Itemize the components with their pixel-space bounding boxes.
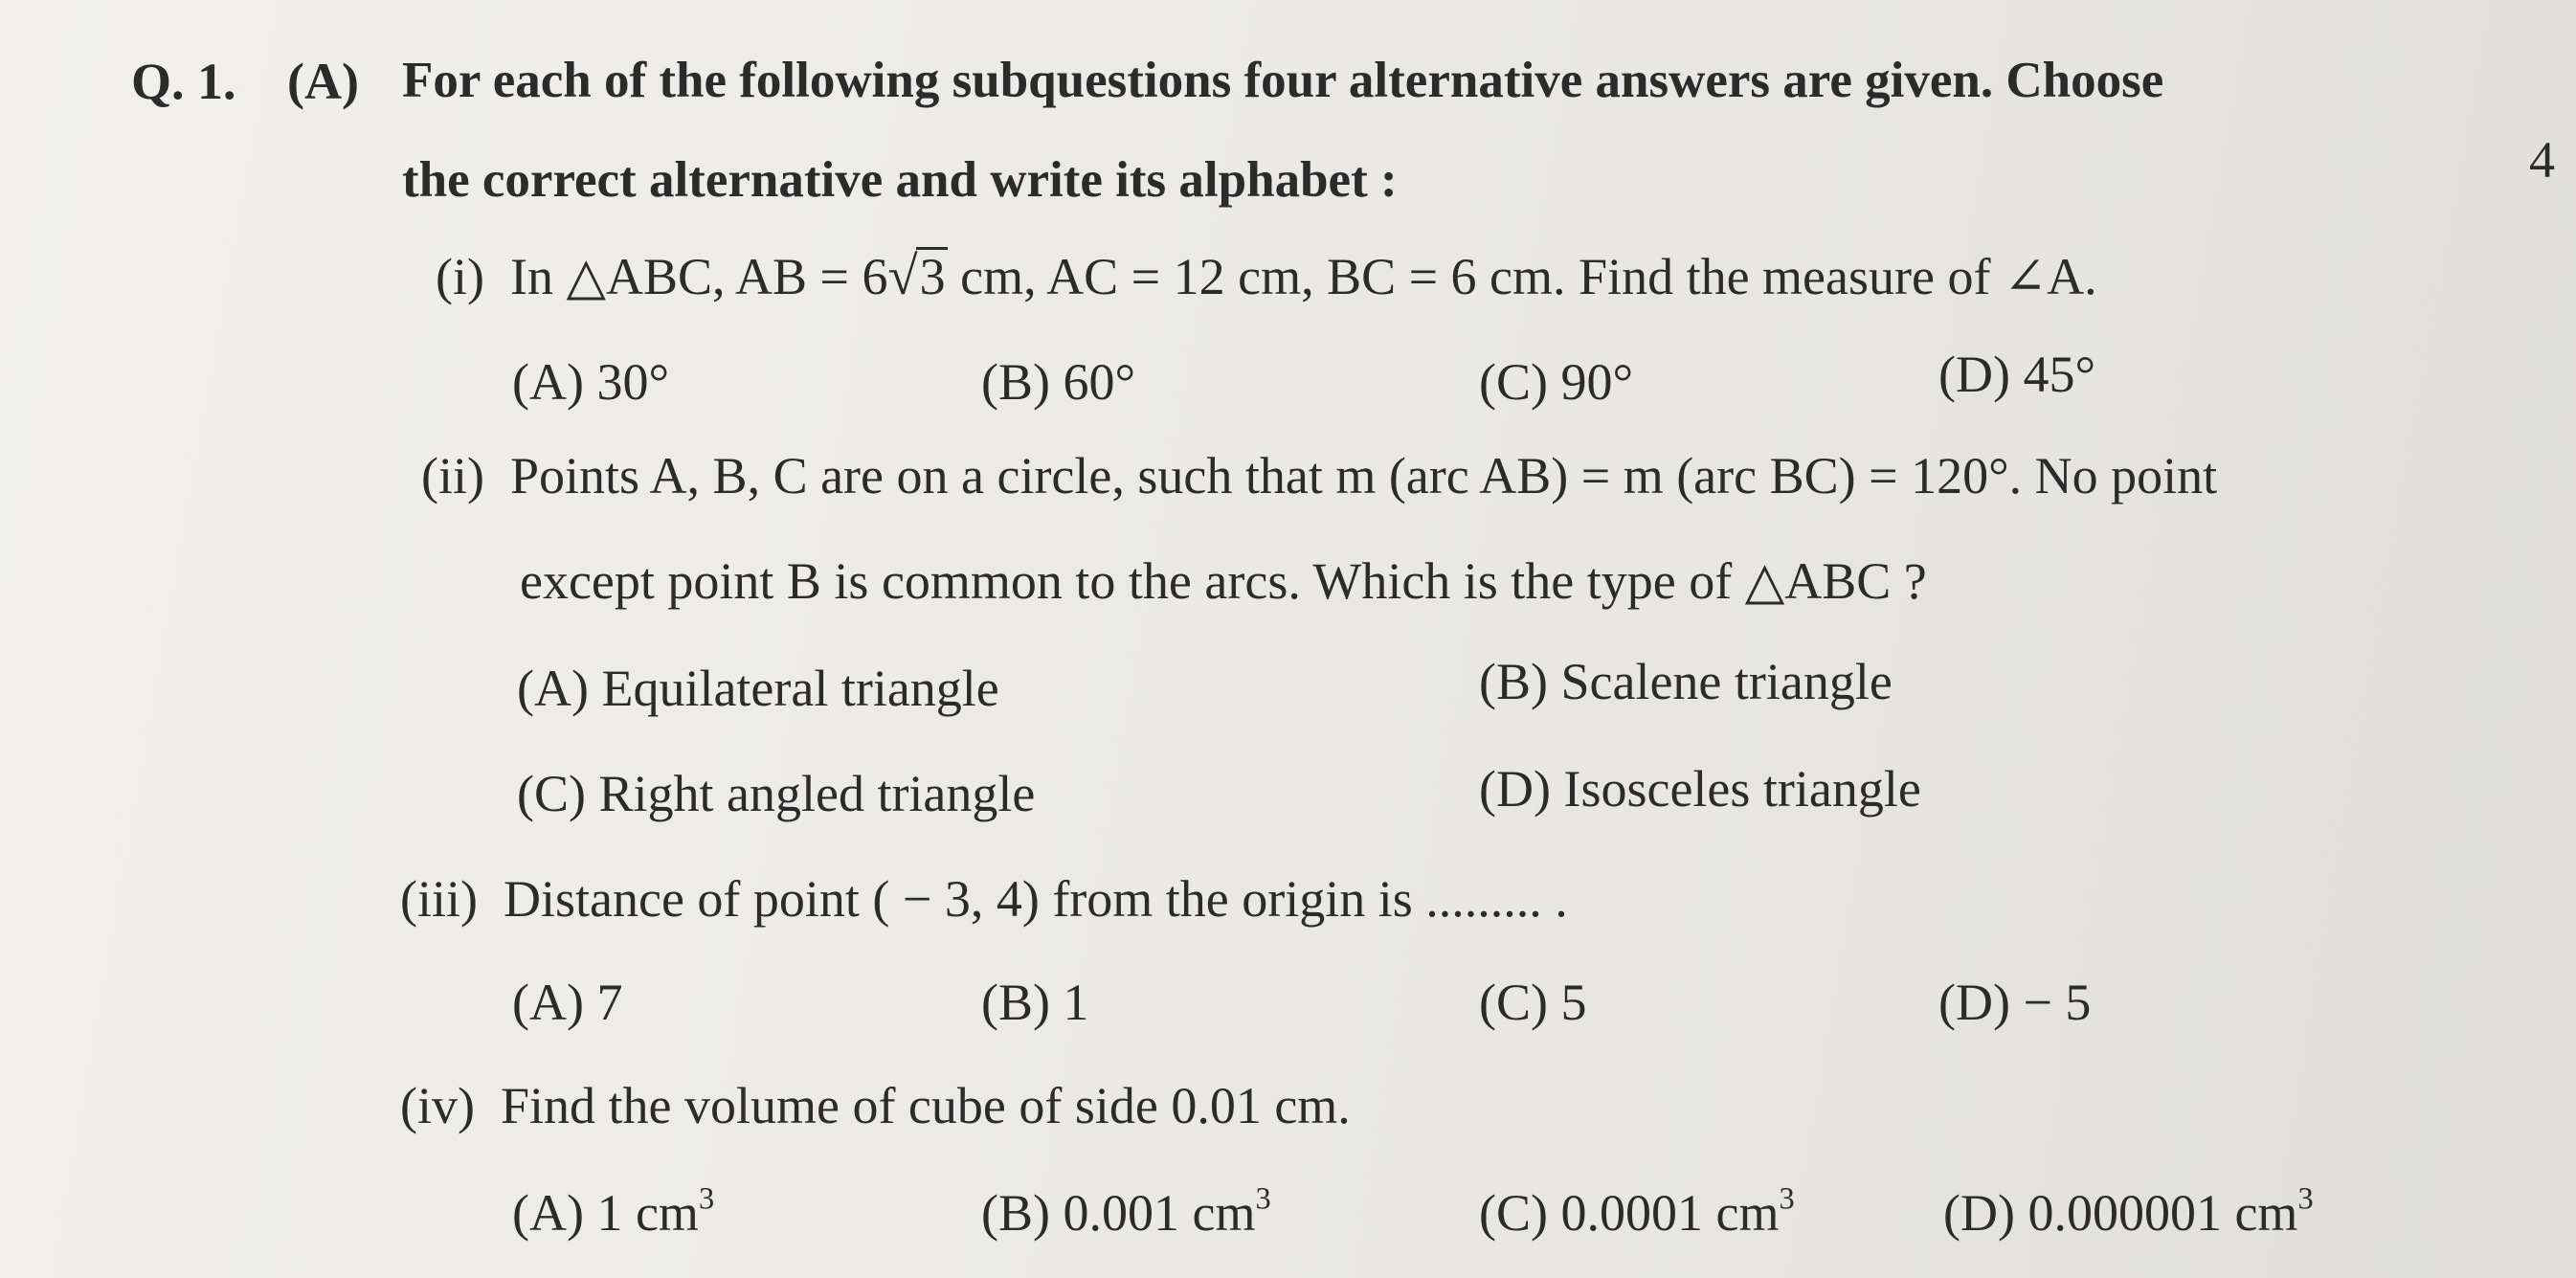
option-iii-c: (C) 5 xyxy=(1479,974,1587,1031)
subquestion-label: (ii) xyxy=(421,447,484,504)
subquestion-label: (i) xyxy=(436,248,484,305)
option-iii-a: (A) 7 xyxy=(512,974,623,1031)
subquestion-iii xyxy=(400,870,1568,928)
option-i-c: (C) 90° xyxy=(1479,353,1634,411)
option-iv-d: (D) 0.000001 $cm^3$ xyxy=(1943,1181,2314,1242)
question-part: (A) xyxy=(287,53,359,110)
option-ii-d: (D) Isosceles triangle xyxy=(1479,760,1921,818)
subquestion-text: Find the volume of cube of side 0.01 cm. xyxy=(500,1077,1351,1134)
question-number: Q. 1. xyxy=(131,53,236,110)
subquestion-text: Points A, B, C are on a circle, such that m (arc AB) = m (arc BC) = 120°. No point xyxy=(509,447,2218,504)
sqrt-sign: √ xyxy=(887,246,918,306)
option-iv-b: (B) 0.001 $cm^3$ xyxy=(981,1181,1271,1242)
marks: 4 xyxy=(2529,131,2555,189)
subquestion-text-after: cm, AC = 12 cm, BC = 6 cm. Find the measure of ∠A. xyxy=(947,248,2097,305)
instruction-line-2: the correct alternative and write its alphabet : xyxy=(402,152,1398,208)
subquestion-ii-line-1 xyxy=(421,447,2218,504)
subquestion-label: (iv) xyxy=(400,1077,475,1134)
subquestion-ii-line-2: except point B is common to the arcs. Which is the type of △ABC ? xyxy=(520,552,1927,610)
option-ii-c: (C) Right angled triangle xyxy=(517,765,1036,822)
option-iii-d: (D) − 5 xyxy=(1938,974,2092,1031)
option-iv-a: (A) 1 $cm^3$ xyxy=(512,1181,715,1242)
option-i-d: (D) 45° xyxy=(1938,346,2096,403)
subquestion-text: In △ABC, AB = 6 xyxy=(509,248,888,305)
subquestion-iv xyxy=(400,1077,1351,1134)
instruction-line-1: For each of the following subquestions four alternative answers are given. Choose xyxy=(402,53,2164,108)
radicand: 3 xyxy=(916,247,948,304)
subquestion-label: (iii) xyxy=(400,870,478,928)
option-iv-c: (C) 0.0001 $cm^3$ xyxy=(1479,1181,1795,1242)
option-ii-a: (A) Equilateral triangle xyxy=(517,660,999,717)
option-i-a: (A) 30° xyxy=(512,353,670,411)
option-ii-b: (B) Scalene triangle xyxy=(1479,653,1893,710)
option-i-b: (B) 60° xyxy=(981,353,1136,411)
subquestion-text: Distance of point ( − 3, 4) from the origin is ......... . xyxy=(503,870,1568,928)
subquestion-i xyxy=(436,247,2097,304)
option-iii-b: (B) 1 xyxy=(981,974,1089,1031)
